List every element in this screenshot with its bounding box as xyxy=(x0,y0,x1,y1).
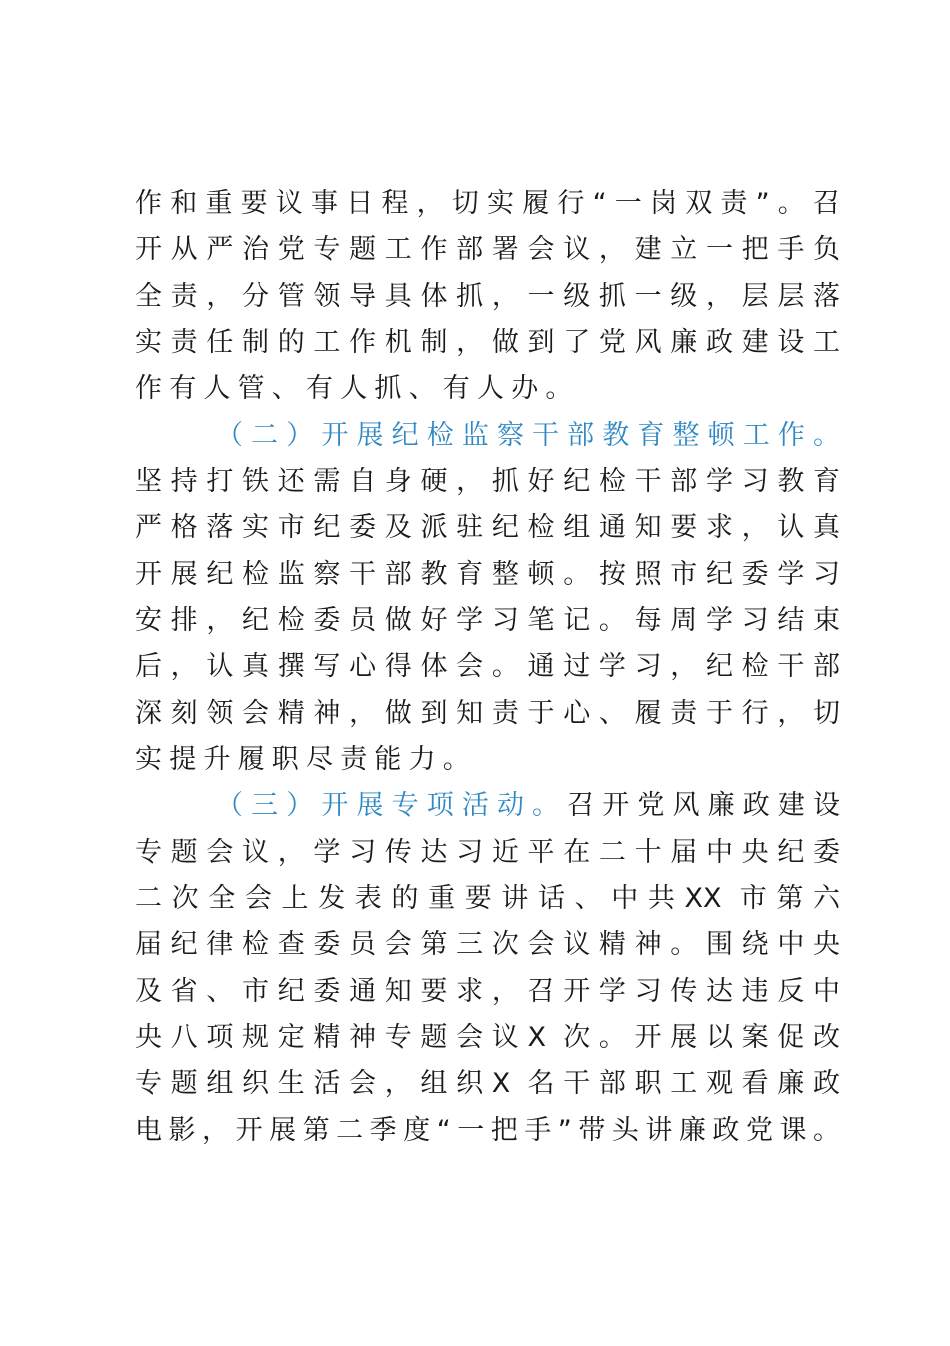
paragraph-line: 全责，分管领导具体抓，一级抓一级，层层落 xyxy=(135,281,840,312)
paragraph-line: 作和重要议事日程，切实履行“一岗双责”。召 xyxy=(135,188,840,219)
paragraph-line: 及省、市纪委通知要求，召开学习传达违反中 xyxy=(135,976,840,1007)
section-heading-3: （三）开展专项活动。 xyxy=(216,790,568,821)
paragraph-line: 二次全会上发表的重要讲话、中共XX 市第六 xyxy=(135,883,840,914)
paragraph-line: 专题组织生活会，组织X 名干部职工观看廉政 xyxy=(135,1068,840,1099)
section-3-first-line xyxy=(216,788,840,824)
paragraph-line: 开展纪检监察干部教育整顿。按照市纪委学习 xyxy=(135,559,840,590)
section-3-body-start: 召开党风廉政建设 xyxy=(567,790,841,821)
paragraph-line: 电影，开展第二季度“一把手”带头讲廉政党课。 xyxy=(135,1115,840,1146)
paragraph-line: 后，认真撰写心得体会。通过学习，纪检干部 xyxy=(135,651,840,682)
section-heading-2: （二）开展纪检监察干部教育整顿工作。 xyxy=(216,420,840,451)
paragraph-line: 实提升履职尽责能力。 xyxy=(135,744,477,775)
paragraph-line: 严格落实市纪委及派驻纪检组通知要求，认真 xyxy=(135,512,840,543)
paragraph-line: 开从严治党专题工作部署会议，建立一把手负 xyxy=(135,234,840,265)
paragraph-line: 作有人管、有人抓、有人办。 xyxy=(135,373,580,404)
paragraph-line: 深刻领会精神，做到知责于心、履责于行，切 xyxy=(135,698,840,729)
paragraph-line: 实责任制的工作机制，做到了党风廉政建设工 xyxy=(135,327,840,358)
paragraph-line: 专题会议，学习传达习近平在二十届中央纪委 xyxy=(135,837,840,868)
paragraph-line: 央八项规定精神专题会议X 次。开展以案促改 xyxy=(135,1022,840,1053)
paragraph-line: 安排，纪检委员做好学习笔记。每周学习结束 xyxy=(135,605,840,636)
paragraph-line: 届纪律检查委员会第三次会议精神。围绕中央 xyxy=(135,929,840,960)
paragraph-line: 坚持打铁还需自身硬，抓好纪检干部学习教育 xyxy=(135,466,840,497)
